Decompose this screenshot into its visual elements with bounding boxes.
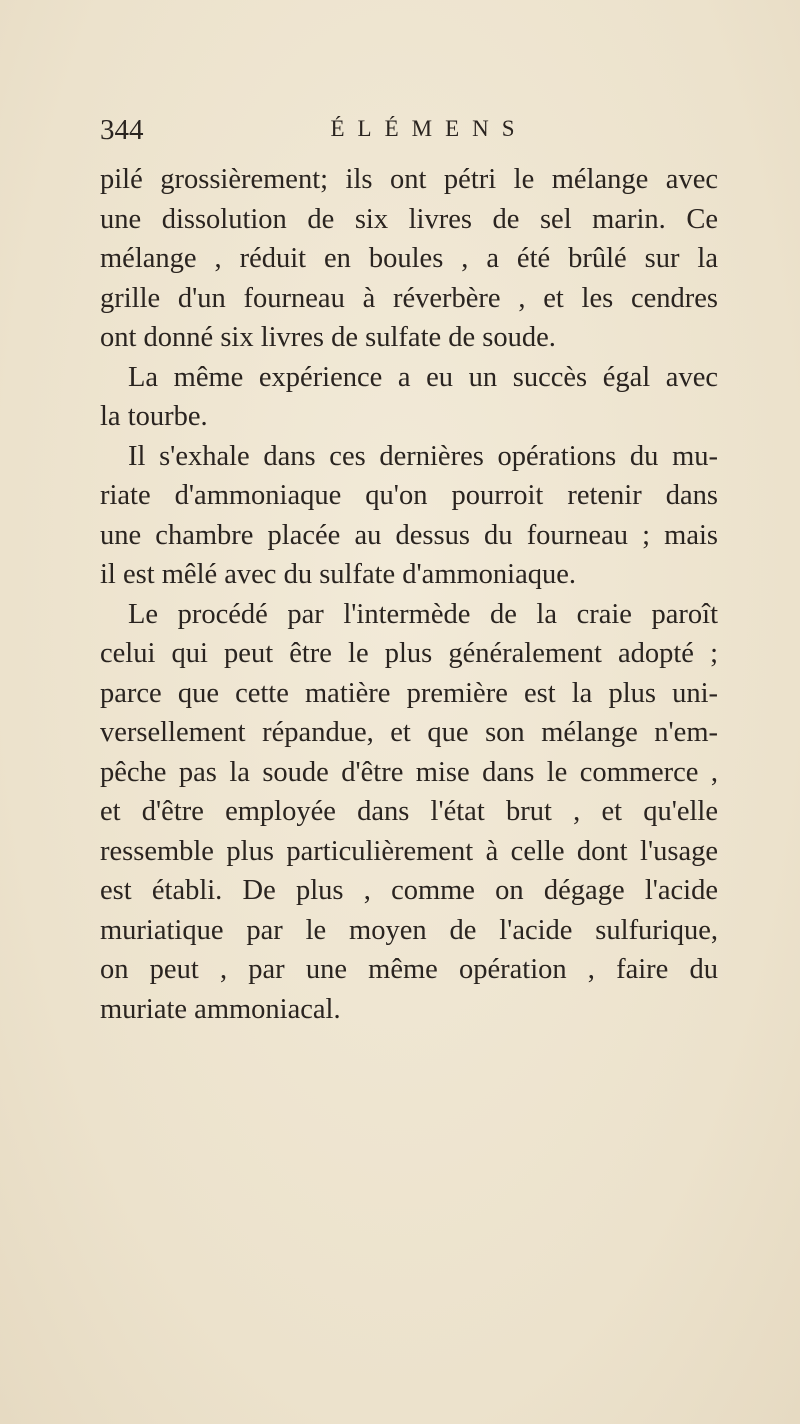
text-line <box>100 990 718 1030</box>
text-line <box>100 871 718 911</box>
text-line <box>100 713 718 753</box>
text-line <box>100 832 718 872</box>
text-line-content: pilé grossièrement; ils ont pétri le mélange avec <box>100 164 718 195</box>
text-line <box>100 239 718 279</box>
text-line-content: pêche pas la soude d'être mise dans le commerce , <box>100 756 718 788</box>
text-line-content: grille d'un fourneau à réverbère , et les cendres <box>100 282 718 314</box>
text-line <box>100 397 718 437</box>
text-line-content: riate d'ammoniaque qu'on pourroit retenir dans <box>100 480 718 511</box>
text-line-content: ont donné six livres de sulfate de soude. <box>100 322 556 353</box>
text-line-content: est établi. De plus , comme on dégage l'acide <box>100 875 718 906</box>
page-number: 344 <box>100 114 144 146</box>
text-line-content: on peut , par une même opération , faire du <box>100 954 718 985</box>
text-line-content: mélange , réduit en boules , a été brûlé sur la <box>100 243 718 274</box>
text-line-content: parce que cette matière première est la plus uni- <box>100 677 718 709</box>
text-line <box>100 516 718 556</box>
text-line <box>100 318 718 358</box>
text-line <box>100 950 718 990</box>
text-line-content: celui qui peut être le plus généralement adopté ; <box>100 638 718 669</box>
text-line-content: La même expérience a eu un succès égal avec <box>128 361 718 393</box>
text-line-content: Il s'exhale dans ces dernières opérations du mu- <box>128 440 718 472</box>
text-line <box>100 437 718 477</box>
text-line-content: muriatique par le moyen de l'acide sulfurique, <box>100 914 718 946</box>
text-line <box>100 595 718 635</box>
text-line-content: ressemble plus particulièrement à celle dont l'usage <box>100 835 718 867</box>
text-line-content: versellement répandue, et que son mélange n'em- <box>100 717 718 748</box>
text-line <box>100 911 718 951</box>
text-line <box>100 476 718 516</box>
text-line-content: muriate ammoniacal. <box>100 993 341 1025</box>
text-line <box>100 674 718 714</box>
text-line <box>100 279 718 319</box>
text-line <box>100 200 718 240</box>
text-line-content: il est mêlé avec du sulfate d'ammoniaque. <box>100 559 577 590</box>
text-line <box>100 160 718 200</box>
page-header <box>100 114 718 154</box>
text-line-content: et d'être employée dans l'état brut , et qu'elle <box>100 796 718 827</box>
running-title: ÉLÉMENS <box>330 116 528 141</box>
text-line <box>100 753 718 793</box>
text-line <box>100 555 718 595</box>
page-body-text <box>100 160 718 1029</box>
text-line <box>100 792 718 832</box>
text-line-content: Le procédé par l'intermède de la craie paroît <box>128 598 718 630</box>
text-line <box>100 634 718 674</box>
text-line <box>100 358 718 398</box>
text-line-content: la tourbe. <box>100 401 208 432</box>
text-line-content: une chambre placée au dessus du fourneau ; mais <box>100 519 718 551</box>
text-line-content: une dissolution de six livres de sel marin. Ce <box>100 203 718 235</box>
